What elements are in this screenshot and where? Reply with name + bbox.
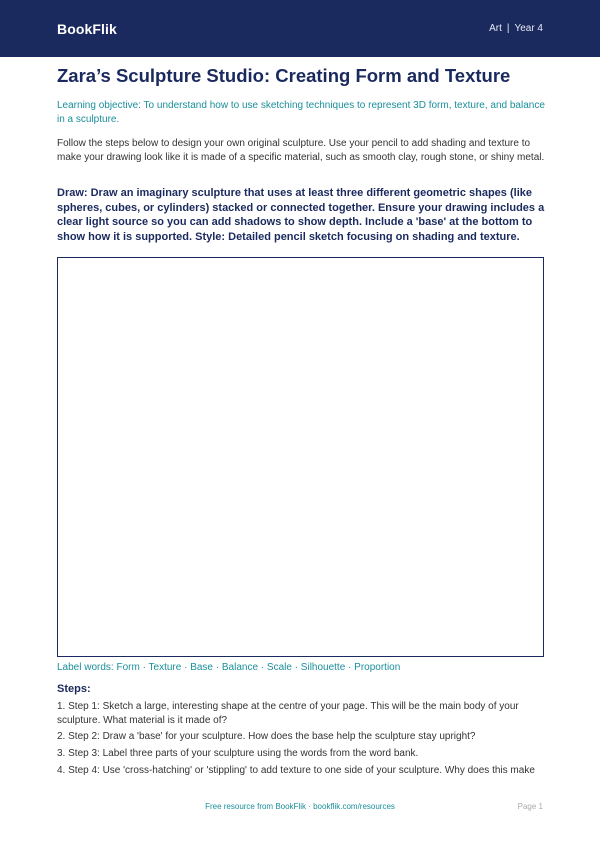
label-words: Label words: Form · Texture · Base · Balance · Scale · Silhouette · Proportion: [57, 662, 401, 673]
learning-objective: Learning objective: To understand how to use sketching techniques to represent 3D form, texture, and balance in a sculpture.: [57, 100, 545, 125]
subject-label: Art: [489, 23, 502, 34]
year-label: Year 4: [514, 23, 543, 34]
step-item: 3. Step 3: Label three parts of your sculpture using the words from the word bank.: [57, 748, 419, 760]
page-number: Page 1: [517, 802, 543, 811]
step-item: 4. Step 4: Use 'cross-hatching' or 'stippling' to add texture to one side of your sculpture. Why does this make: [57, 764, 535, 776]
page-title: Zara’s Sculpture Studio: Creating Form and Texture: [57, 65, 511, 86]
footer-text[interactable]: Free resource from BookFlik · bookflik.com/resources: [205, 802, 395, 811]
draw-prompt: Draw: Draw an imaginary sculpture that uses at least three different geometric shapes (like spheres, cubes, or cylinders) stacked or connected together. Ensure your drawing includes a clear light source so you can add shadows to show depth. Include a 'base' at the bottom to show how it is supported. Style: Detailed pencil sketch focusing on shading and texture.: [57, 187, 545, 243]
steps-list: [57, 700, 547, 781]
subject-year-label: [489, 23, 543, 34]
step-item: 2. Step 2: Draw a 'base' for your sculpture. How does the base help the sculpture stay upright?: [57, 731, 476, 743]
header-bar: [0, 0, 600, 57]
drawing-area[interactable]: [57, 257, 544, 657]
step-item: 1. Step 1: Sketch a large, interesting shape at the centre of your page. This will be the main body of your sculpture. What material is it made of?: [57, 701, 519, 726]
separator: |: [506, 23, 510, 34]
brand-logo[interactable]: BookFlik: [57, 20, 117, 37]
steps-heading: Steps:: [57, 683, 91, 695]
intro-text: Follow the steps below to design your own original sculpture. Use your pencil to add shading and texture to make your drawing look like it is made of a specific material, such as smooth clay, rough stone, or shiny metal.: [57, 138, 545, 163]
